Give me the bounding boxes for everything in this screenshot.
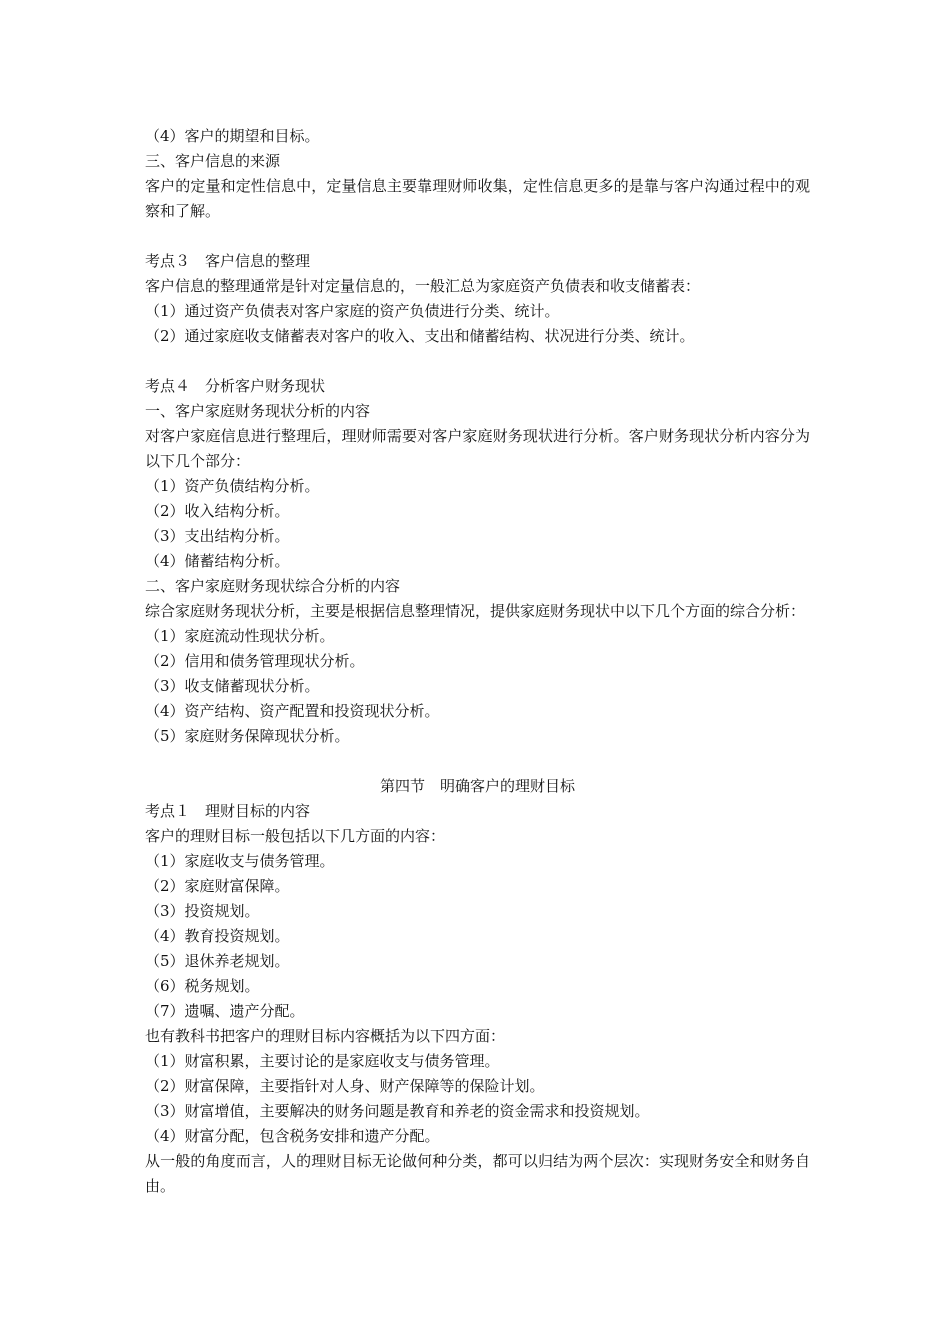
text-line: （2）收入结构分析。 [145,502,290,520]
text-line: 客户的理财目标一般包括以下几方面的内容： [145,827,446,845]
text-line: （3）支出结构分析。 [145,527,290,545]
text-line: （1）家庭流动性现状分析。 [145,627,335,645]
text-line: 也有教科书把客户的理财目标内容概括为以下四方面： [145,1027,506,1045]
text-line: （4）财富分配，包含税务安排和遗产分配。 [145,1127,440,1145]
text-line: （1）通过资产负债表对客户家庭的资产负债进行分类、统计。 [145,302,560,320]
section-heading: 第四节 明确客户的理财目标 [379,777,575,795]
text-line: 综合家庭财务现状分析，主要是根据信息整理情况，提供家庭财务现状中以下几个方面的综合分析： [145,602,806,620]
text-line: （4）储蓄结构分析。 [145,552,290,570]
text-line: （5）退休养老规划。 [145,952,290,970]
text-line: （5）家庭财务保障现状分析。 [145,727,350,745]
text-line: （7）遗嘱、遗产分配。 [145,1002,305,1020]
paragraph-spacer [145,349,810,374]
text-line: 考点１ 理财目标的内容 [145,802,311,820]
text-line: 客户信息的整理通常是针对定量信息的，一般汇总为家庭资产负债表和收支储蓄表： [145,277,701,295]
text-line: （3）财富增值，主要解决的财务问题是教育和养老的资金需求和投资规划。 [145,1102,650,1120]
paragraph-spacer [145,749,810,774]
text-line: （2）通过家庭收支储蓄表对客户的收入、支出和储蓄结构、状况进行分类、统计。 [145,327,695,345]
text-line: （1）家庭收支与债务管理。 [145,852,335,870]
text-line: （4）资产结构、资产配置和投资现状分析。 [145,702,440,720]
text-line: （6）税务规划。 [145,977,260,995]
text-line: （4）客户的期望和目标。 [145,127,320,145]
text-line: （3）收支储蓄现状分析。 [145,677,320,695]
text-line: （1）资产负债结构分析。 [145,477,320,495]
text-line: （1）财富积累，主要讨论的是家庭收支与债务管理。 [145,1052,500,1070]
text-line: 二、客户家庭财务现状综合分析的内容 [145,577,401,595]
text-line: 客户的定量和定性信息中，定量信息主要靠理财师收集，定性信息更多的是靠与客户沟通过程中的观察和了解。 [145,177,810,220]
document-page [145,124,810,1199]
text-line: 三、客户信息的来源 [145,152,281,170]
text-line: （3）投资规划。 [145,902,260,920]
text-line: （2）家庭财富保障。 [145,877,290,895]
text-line: 一、客户家庭财务现状分析的内容 [145,402,371,420]
text-line: （2）信用和债务管理现状分析。 [145,652,365,670]
text-line: 考点３ 客户信息的整理 [145,252,311,270]
text-line: 考点４ 分析客户财务现状 [145,377,326,395]
text-line: （4）教育投资规划。 [145,927,290,945]
paragraph-spacer [145,224,810,249]
text-line: 对客户家庭信息进行整理后，理财师需要对客户家庭财务现状进行分析。客户财务现状分析内容分为以下几个部分： [145,427,810,470]
text-line: 从一般的角度而言，人的理财目标无论做何种分类，都可以归结为两个层次：实现财务安全和财务自由。 [145,1152,810,1195]
text-line: （2）财富保障，主要指针对人身、财产保障等的保险计划。 [145,1077,545,1095]
